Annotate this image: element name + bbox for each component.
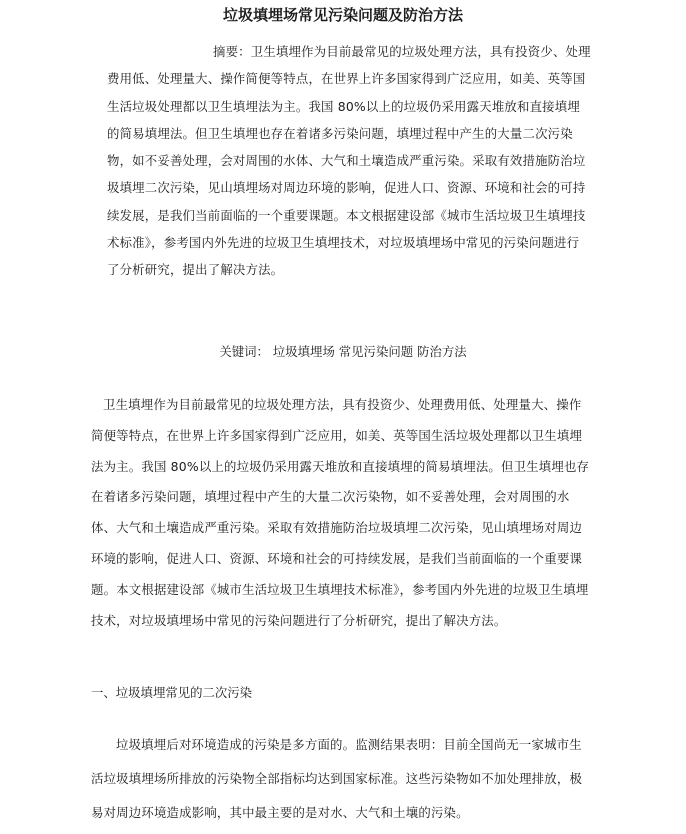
- section-paragraph: 垃圾填埋后对环境造成的污染是多方面的。监测结果表明：目前全国尚无一家城市生活垃圾填埋场所排放的污染物全部指标均达到国家标准。这些污染物如不加处理排放，极易对周边环境造成影响，其中最主要的是对水、大气和土壤的污染。: [91, 737, 583, 820]
- intro-paragraph: 卫生填埋作为目前最常见的垃圾处理方法，具有投资少、处理费用低、处理量大、操作简便等特点，在世界上许多国家得到广泛应用，如美、英等国生活垃圾处理都以卫生填埋法为主。我国 80%以上的垃圾仍采用露天堆放和直接填埋的简易填埋法。但卫生填埋也存在着诸多污染问题，填埋过程中产生的大量二次污染物，如不妥善处理，会对周围的水体、大气和土壤造成严重污染。采取有效措施防治垃圾填埋二次污染，见山填埋场对周边环境的影响，促进人口、资源、环境和社会的可持续发展，是我们当前面临的一个重要课题。本文根据建设部《城市生活垃圾卫生填埋技术标准》，参考国内外先进的垃圾卫生填埋技术，对垃圾填埋场中常见的污染问题进行了分析研究，提出了解决方法。: [91, 397, 590, 628]
- document-title: 垃圾填埋场常见污染问题及防治方法: [222, 6, 463, 24]
- abstract-paragraph: 摘要：卫生填埋作为目前最常见的垃圾处理方法，具有投资少、处理费用低、处理量大、操作简便等特点，在世界上许多国家得到广泛应用，如美、英等国生活垃圾处理都以卫生填埋法为主。我国 80%以上的垃圾仍采用露天堆放和直接填埋的简易填埋法。但卫生填埋也存在着诸多污染问题，填埋过程中产生的大量二次污染物，如不妥善处理，会对周围的水体、大气和土壤造成严重污染。采取有效措施防治垃圾填埋二次污染，见山填埋场对周边环境的影响，促进人口、资源、环境和社会的可持续发展，是我们当前面临的一个重要课题。本文根据建设部《城市生活垃圾卫生填埋技术标准》，参考国内外先进的垃圾卫生填埋技术，对垃圾填埋场中常见的污染问题进行了分析研究，提出了解决方法。: [107, 44, 591, 278]
- keywords-line: 关键词： 垃圾填埋场 常见污染问题 防治方法: [219, 344, 467, 359]
- section-heading: 一、垃圾填埋常见的二次污染: [91, 685, 253, 700]
